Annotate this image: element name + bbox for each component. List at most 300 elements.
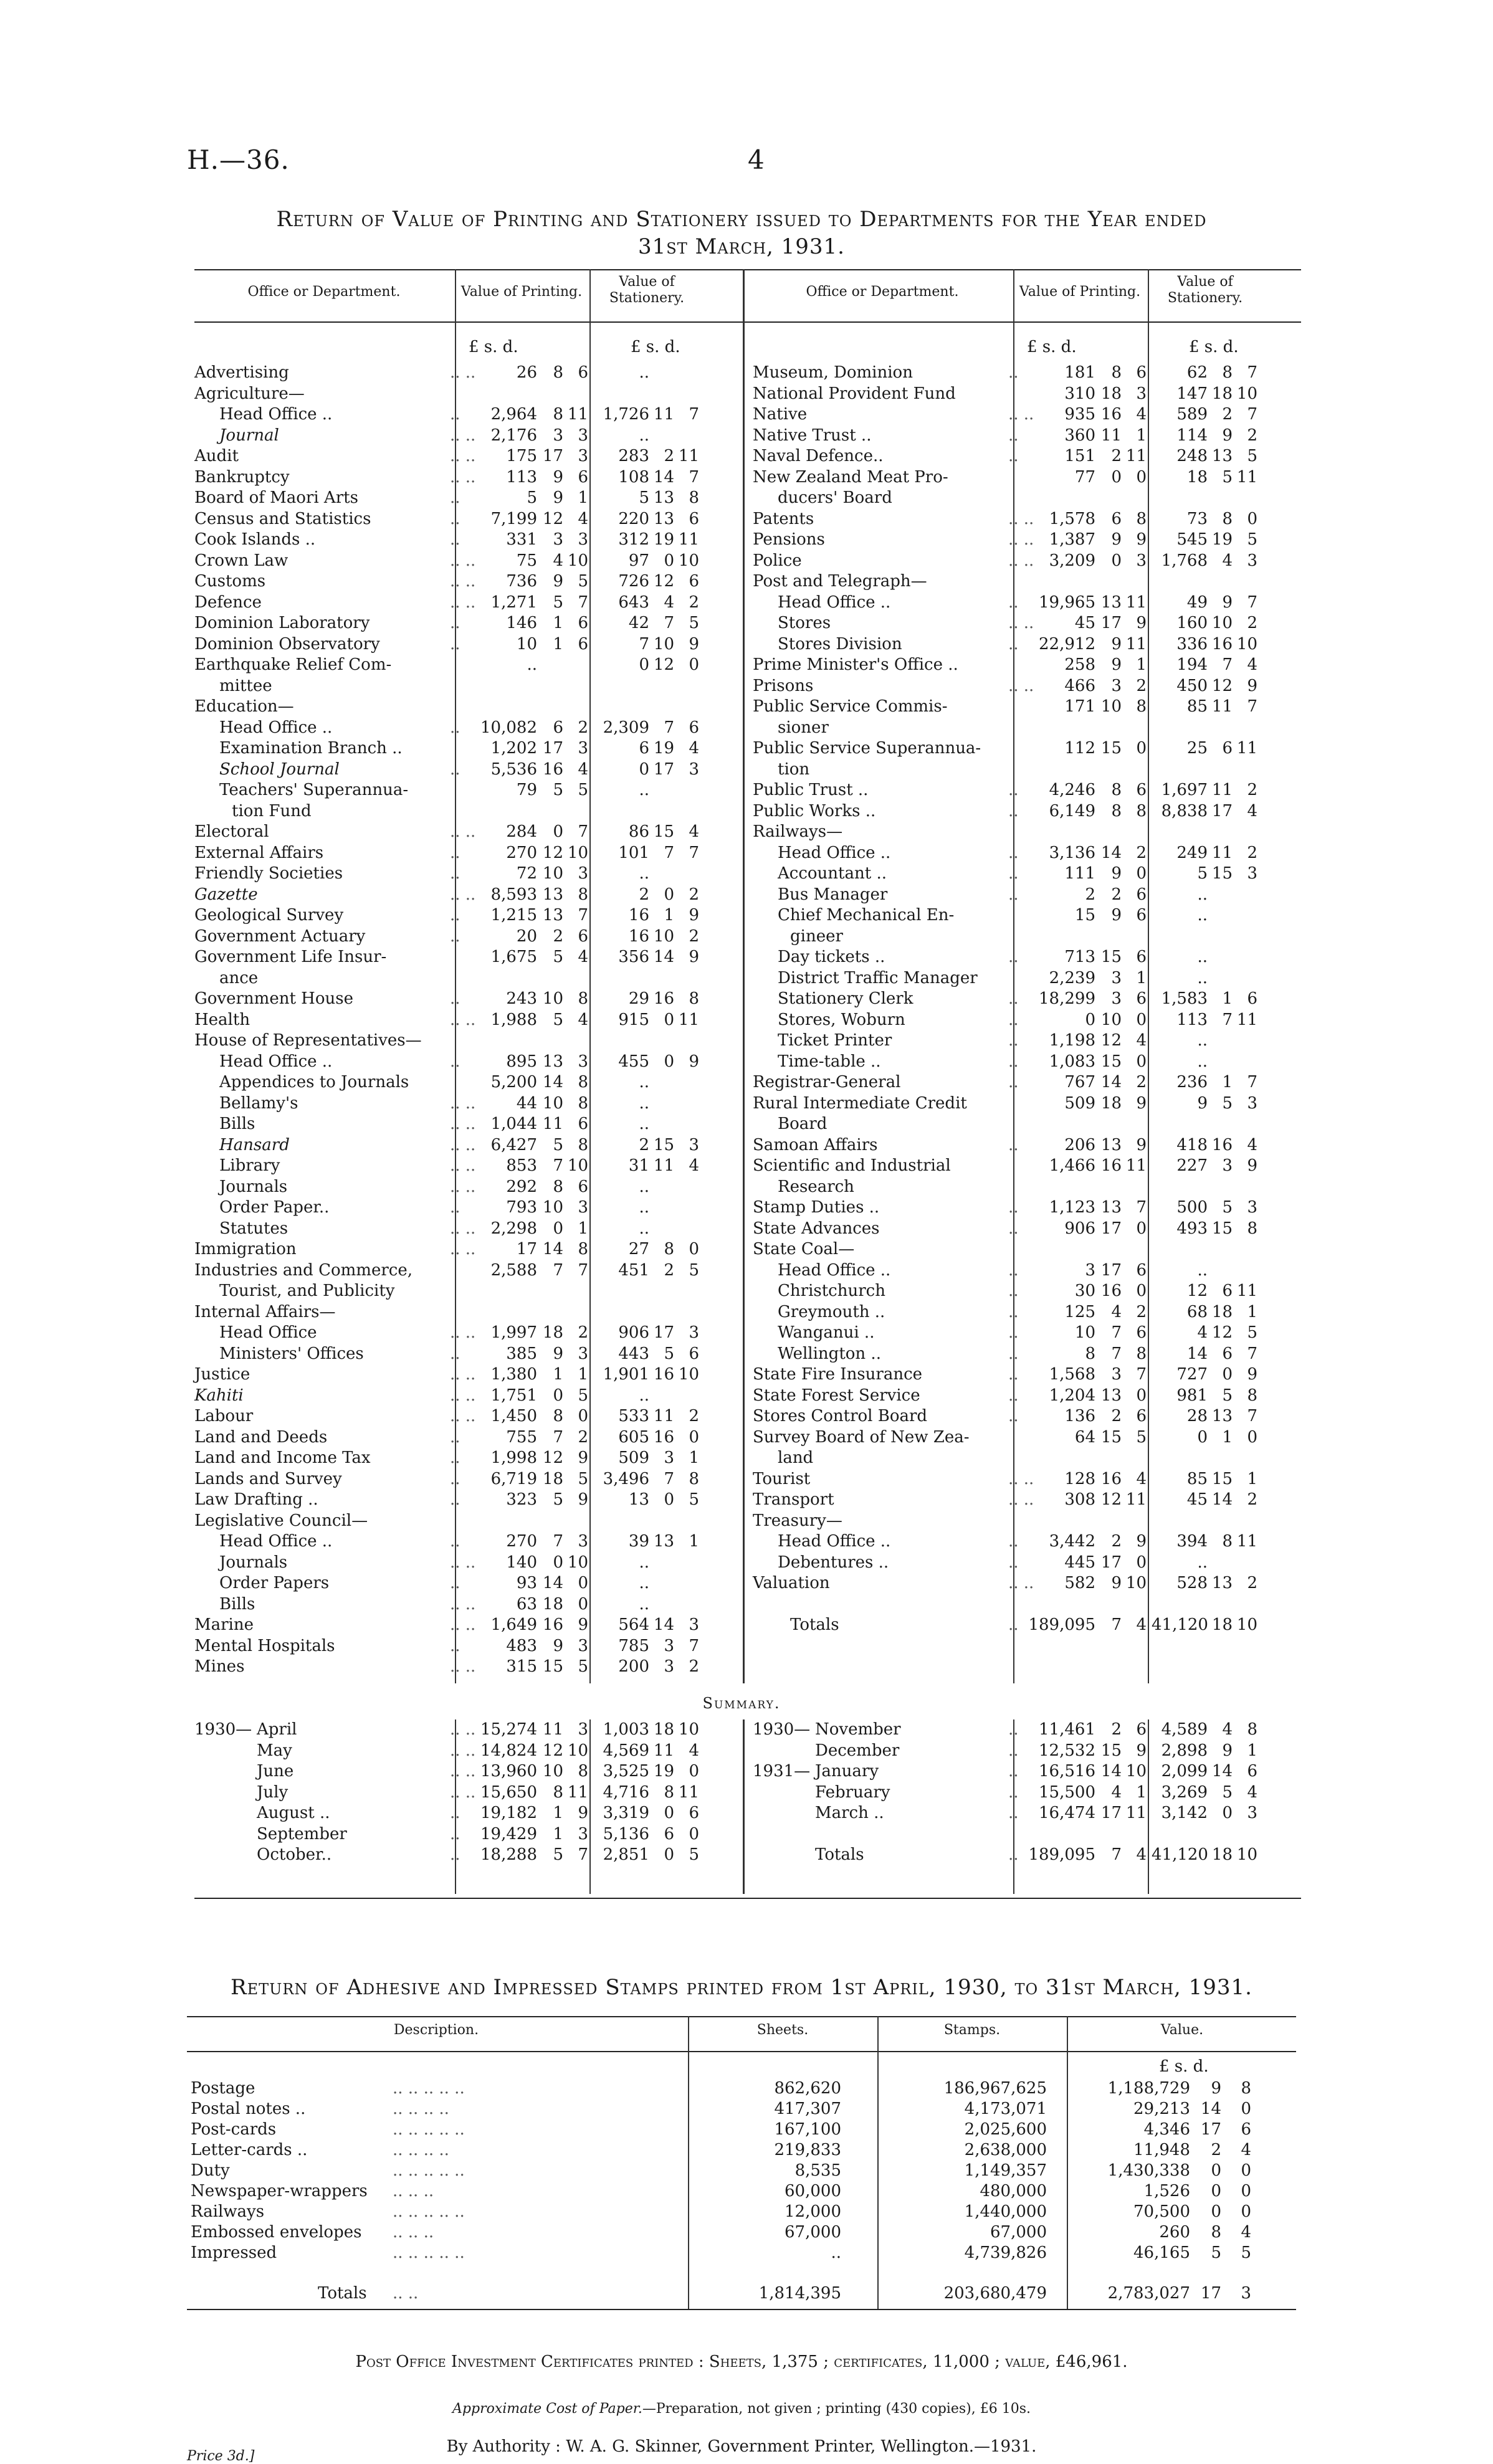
table-row: [753, 1531, 1301, 1553]
stationery-value: 200: [618, 1657, 649, 1676]
printing-value: 14,824: [480, 1741, 537, 1760]
center-double-rule: [743, 269, 745, 1683]
stationery-value: 8: [1222, 509, 1233, 528]
stamps-value: 4,173,071: [964, 2100, 1047, 2118]
leader-dots: .. ..: [450, 1762, 476, 1781]
printing-value: 18: [542, 1469, 563, 1488]
printing-value: 8: [1136, 801, 1147, 821]
table-row: [753, 1386, 1301, 1407]
summary-table: [194, 1720, 1301, 1900]
department-name: tion: [778, 759, 810, 779]
summary-right-rows: [753, 1720, 1301, 1866]
stationery-value: 16: [653, 1427, 674, 1447]
leader-dots: ..: [450, 1198, 460, 1217]
printing-value: 6: [578, 467, 588, 487]
table-row: [194, 863, 743, 885]
printing-value: 10: [1100, 697, 1122, 716]
stationery-value: 14: [653, 1615, 674, 1634]
stationery-value: 7: [1222, 1010, 1233, 1029]
stationery-value: 11: [1211, 781, 1233, 799]
printing-value: 6: [1111, 509, 1122, 528]
table-row: [753, 947, 1301, 968]
stamps-value: 1,149,357: [964, 2161, 1047, 2180]
printing-value: 9: [1136, 1532, 1147, 1551]
department-name: Gazette: [194, 885, 258, 904]
department-name: Scientific and Industrial: [753, 1156, 951, 1175]
printing-value: 113: [506, 467, 537, 487]
investment-certificates-note: Post Office Investment Certificates printed : Sheets, 1,375 ; certificates, 11,000 ; value, £46,961.: [355, 2352, 1128, 2371]
leader-dots: ..: [1008, 1741, 1019, 1760]
table-row: [753, 1219, 1301, 1240]
printing-value: 11: [1125, 1490, 1147, 1509]
leader-dots: ..: [450, 1427, 460, 1447]
leader-dots: ..: [1008, 1031, 1019, 1050]
stationery-value: 3: [1247, 1198, 1257, 1217]
stationery-value: 312: [618, 530, 649, 549]
stationery-value: 5: [1222, 1386, 1233, 1405]
leader-dots: .. ..: [450, 1657, 476, 1676]
printing-value: 1,751: [490, 1386, 537, 1405]
table-row: [194, 1636, 743, 1657]
printing-value: 2: [553, 926, 563, 946]
printing-value: 2,588: [490, 1260, 537, 1280]
stationery-value: ..: [639, 1219, 649, 1238]
stationery-value: 2: [639, 885, 649, 904]
table-row: [753, 863, 1301, 885]
summary-row: [194, 1845, 743, 1866]
printing-value: 3: [1085, 1260, 1095, 1280]
stationery-value: 2,309: [603, 718, 649, 737]
stationery-value: 0: [664, 1845, 674, 1864]
table-row: [194, 384, 743, 405]
summary-row: [753, 1782, 1301, 1804]
printing-value: 2: [578, 1427, 588, 1447]
printing-value: 181: [1064, 363, 1095, 382]
leader-dots: .. ..: [450, 885, 476, 904]
printing-value: 2: [578, 1323, 588, 1342]
printing-value: 9: [1111, 1574, 1122, 1592]
department-name: Greymouth ..: [778, 1302, 885, 1321]
table-row: [753, 634, 1301, 655]
stationery-value: 9: [689, 1052, 699, 1071]
printing-value: 16,474: [1039, 1804, 1095, 1822]
printing-value: 10: [542, 1762, 563, 1781]
leader-dots: ..: [1008, 1804, 1019, 1822]
value-amount: 5: [1211, 2243, 1221, 2262]
stationery-value: 1: [1247, 1302, 1257, 1321]
summary-month: December: [815, 1741, 900, 1760]
table-row: [753, 530, 1301, 551]
stationery-value: 236: [1176, 1073, 1208, 1092]
value-total: 2,783,027: [1107, 2284, 1190, 2303]
stationery-value: 8: [1222, 363, 1233, 382]
summary-row: [194, 1803, 743, 1824]
printing-value: 2: [1136, 843, 1147, 862]
stationery-value: ..: [639, 426, 649, 445]
printing-value: 10: [542, 864, 563, 883]
stationery-value: 19: [653, 1762, 674, 1781]
totals-label: Totals: [318, 2284, 367, 2303]
printing-value: 15: [1100, 1052, 1122, 1071]
leader-dots: .. ..: [450, 1782, 476, 1802]
leader-dots: ..: [450, 1804, 460, 1822]
stationery-value: 2: [689, 1657, 699, 1676]
table-row: [753, 1323, 1301, 1344]
department-name: Order Paper..: [219, 1198, 330, 1217]
printing-value: 0: [1136, 739, 1147, 758]
printing-value: 7: [553, 1156, 563, 1175]
table-row: [753, 1406, 1301, 1427]
printing-value: 5,200: [490, 1073, 537, 1092]
leader-dots: .. .. .. .. ..: [393, 2202, 465, 2221]
stationery-value: 2: [639, 1135, 649, 1154]
stationery-value: 10: [653, 926, 674, 946]
department-name: Legislative Council—: [194, 1511, 368, 1530]
value-amount: 0: [1241, 2182, 1251, 2200]
value-amount: 1,430,338: [1107, 2161, 1190, 2180]
printing-value: 6: [578, 1177, 588, 1196]
department-name: National Provident Fund: [753, 384, 956, 403]
printing-value: 17: [1100, 1260, 1122, 1280]
department-name: Bills: [219, 1594, 255, 1614]
printing-value: 7: [578, 592, 588, 612]
stationery-value: 29: [628, 989, 649, 1008]
department-name: Government Life Insur-: [194, 948, 387, 966]
stationery-value: 1: [1222, 1073, 1233, 1092]
printing-value: 26: [516, 363, 537, 382]
paper-cost-label: Approximate Cost of Paper.: [452, 2401, 642, 2417]
leader-dots: .. ..: [1008, 676, 1034, 695]
office-column-header: Office or Department.: [247, 284, 401, 300]
leader-dots: .. ..: [450, 1720, 476, 1739]
stationery-value: 85: [1186, 1469, 1208, 1488]
stationery-value: 11: [1236, 739, 1257, 758]
table-row: [753, 467, 1301, 488]
printing-value: 4,246: [1049, 781, 1095, 799]
stationery-value: 3: [1247, 864, 1257, 883]
stationery-value: 0: [664, 1052, 674, 1071]
department-name: Christchurch: [778, 1282, 885, 1300]
printing-value: 3: [1111, 989, 1122, 1008]
stationery-value: 2: [689, 926, 699, 946]
printing-value: 6: [578, 363, 588, 382]
printing-value: 8: [578, 1073, 588, 1092]
printing-value: 1,466: [1049, 1156, 1095, 1175]
value-units: £ s. d.: [1159, 2057, 1209, 2076]
leader-dots: .. ..: [450, 1093, 476, 1113]
printing-value: 6: [1136, 1323, 1147, 1342]
table-row: [194, 571, 743, 592]
value-amount: 0: [1241, 2161, 1251, 2180]
department-name: Law Drafting ..: [194, 1490, 318, 1509]
printing-value: 767: [1064, 1073, 1095, 1092]
leader-dots: ..: [1008, 1282, 1019, 1300]
stationery-value: 9: [1247, 1365, 1257, 1384]
printing-value: 10: [1125, 1574, 1147, 1592]
stamps-top-rule: [187, 2016, 1296, 2017]
printing-value: 2: [1111, 1407, 1122, 1425]
leader-dots: ..: [450, 926, 460, 946]
printing-value: 3: [1136, 384, 1147, 403]
printing-value: 1,271: [490, 592, 537, 612]
printing-value: 45: [1074, 614, 1095, 632]
stationery-value: 5: [1247, 447, 1257, 465]
department-name: Crown Law: [194, 551, 289, 570]
stationery-value: 455: [618, 1052, 649, 1071]
stamps-totals-row: [187, 2283, 1296, 2304]
printing-value: 3: [1111, 968, 1122, 987]
printing-value: 10: [542, 1093, 563, 1113]
printing-value: 1: [578, 1219, 588, 1238]
department-name: Education—: [194, 697, 294, 716]
stationery-value: 5: [1222, 467, 1233, 487]
printing-value: 15,650: [480, 1782, 537, 1802]
table-row: [194, 613, 743, 634]
printing-value: 10: [567, 1553, 588, 1572]
printing-value: 11: [542, 1115, 563, 1133]
stationery-value: 1: [1247, 1469, 1257, 1488]
stationery-value: 7: [689, 1636, 699, 1655]
table-row: [753, 509, 1301, 530]
stationery-value: 41,120: [1152, 1845, 1208, 1864]
leader-dots: ..: [450, 1448, 460, 1467]
value-amount: 260: [1159, 2223, 1190, 2242]
stationery-value: 7: [689, 467, 699, 487]
stationery-value: 0: [1247, 1427, 1257, 1447]
leader-dots: ..: [1008, 1553, 1019, 1572]
table-row: [753, 1156, 1301, 1177]
printing-value: 6: [1136, 1407, 1147, 1425]
department-name: Library: [219, 1156, 280, 1175]
table-row: [753, 759, 1301, 781]
printing-value: 6: [1136, 885, 1147, 904]
stationery-value: 0: [664, 885, 674, 904]
stationery-value: 14: [1211, 1762, 1233, 1781]
printing-value: 18,299: [1039, 989, 1095, 1008]
stationery-value: 356: [618, 948, 649, 966]
stamp-description: Postage: [191, 2079, 255, 2098]
printing-value: 7: [578, 1845, 588, 1864]
table-row: [753, 1010, 1301, 1031]
printing-value: 5: [553, 781, 563, 799]
value-amount: 11,948: [1133, 2141, 1190, 2159]
stationery-value: 1,726: [603, 405, 649, 424]
table-row: [753, 1302, 1301, 1323]
printing-value: 15: [1100, 1427, 1122, 1447]
stationery-value: 19: [653, 739, 674, 758]
table-row: [194, 780, 743, 801]
table-row: [194, 801, 743, 822]
printing-value: 0: [1136, 1219, 1147, 1238]
stationery-value: 147: [1176, 384, 1208, 403]
printing-value: 10: [1100, 1010, 1122, 1029]
stationery-value: 27: [628, 1240, 649, 1258]
stationery-value: 6: [639, 739, 649, 758]
stationery-value: 509: [618, 1448, 649, 1467]
printing-value: 2,298: [490, 1219, 537, 1238]
stationery-value: 9: [689, 634, 699, 654]
stationery-value: 4,569: [603, 1741, 649, 1760]
stamp-row: [187, 2202, 1296, 2222]
department-name: Stores, Woburn: [778, 1010, 905, 1029]
leader-dots: .. ..: [450, 572, 476, 591]
printing-value: 9: [553, 488, 563, 507]
printing-value: 10: [542, 989, 563, 1008]
table-row: [194, 697, 743, 718]
printing-value: 7: [553, 1427, 563, 1447]
summary-left-rows: [194, 1720, 743, 1866]
department-name: Tourist, and Publicity: [219, 1282, 395, 1300]
department-name: Samoan Affairs: [753, 1135, 878, 1154]
stationery-value: 545: [1176, 530, 1208, 549]
stationery-value: 3: [664, 1657, 674, 1676]
stamp-row: [187, 2119, 1296, 2140]
table-row: [753, 1239, 1301, 1260]
stationery-value: 12: [1211, 676, 1233, 695]
department-name: Board: [778, 1115, 828, 1133]
leader-dots: ..: [1008, 426, 1019, 445]
stationery-value: 14: [1211, 1490, 1233, 1509]
table-row: [753, 1030, 1301, 1052]
printing-value: 7: [1111, 1845, 1122, 1864]
summary-year: 1930—: [194, 1720, 252, 1739]
printing-value: 0: [1111, 467, 1122, 487]
printing-value: 10: [567, 1156, 588, 1175]
printing-units: £ s. d.: [469, 338, 518, 356]
stationery-value: 11: [653, 1156, 674, 1175]
leader-dots: .. ..: [450, 592, 476, 612]
stamps-value: 2,638,000: [964, 2141, 1047, 2159]
stationery-value: 643: [618, 592, 649, 612]
stationery-value: 2: [689, 885, 699, 904]
printing-value: 14: [542, 1574, 563, 1592]
stationery-value: 8: [1247, 1219, 1257, 1238]
stationery-value: 10: [678, 1720, 699, 1739]
summary-month: October..: [257, 1845, 332, 1864]
printing-value: 331: [506, 530, 537, 549]
printing-value: 15,274: [480, 1720, 537, 1739]
department-name: School Journal: [219, 759, 340, 779]
printing-value: 5: [578, 1657, 588, 1676]
leader-dots: .. ..: [450, 1594, 476, 1614]
printing-value: 3,136: [1049, 843, 1095, 862]
leader-dots: ..: [1008, 864, 1019, 883]
table-row: [194, 1490, 743, 1511]
stationery-value: 220: [618, 509, 649, 528]
table-row: [753, 1615, 1301, 1636]
value-amount: 5: [1241, 2243, 1251, 2262]
stationery-value: 5: [1197, 864, 1208, 883]
stamp-description: Post-cards: [191, 2120, 277, 2139]
department-name: Museum, Dominion: [753, 363, 913, 382]
value-total: 17: [1200, 2284, 1221, 2303]
stationery-value: 7: [639, 634, 649, 654]
stationery-value: 11: [1236, 1010, 1257, 1029]
department-name: Head Office ..: [219, 718, 333, 737]
leader-dots: ..: [1008, 1365, 1019, 1384]
stamp-row: [187, 2243, 1296, 2263]
office-column-header: Office or Department.: [806, 284, 959, 300]
sheets-total: 1,814,395: [758, 2284, 841, 2303]
department-name: Patents: [753, 509, 814, 528]
table-row: [194, 426, 743, 447]
stamp-description: Duty: [191, 2161, 230, 2180]
stationery-value: 9: [689, 906, 699, 925]
table-row: [194, 1406, 743, 1427]
price-note: Price 3d.]: [187, 2448, 255, 2464]
leader-dots: ..: [1008, 1323, 1019, 1342]
printing-value: 6,719: [490, 1469, 537, 1488]
table-row: [194, 1469, 743, 1490]
stationery-value: 7: [1247, 697, 1257, 716]
printing-value: 7: [553, 1532, 563, 1551]
leader-dots: .. ..: [393, 2284, 419, 2303]
printing-value: 10: [1125, 1762, 1147, 1781]
stationery-value: 86: [628, 822, 649, 841]
table-row: [194, 655, 743, 676]
department-name: Prime Minister's Office ..: [753, 655, 958, 674]
leader-dots: ..: [450, 718, 460, 737]
stationery-value: 4: [689, 1741, 699, 1760]
printing-value: 17: [1100, 614, 1122, 632]
printing-value: 8: [1136, 697, 1147, 716]
printing-value: 0: [1136, 1052, 1147, 1071]
value-amount: 4: [1241, 2141, 1251, 2159]
printing-value: 466: [1064, 676, 1095, 695]
stationery-value: 906: [618, 1323, 649, 1342]
printing-value: 9: [1111, 906, 1122, 925]
stationery-value: 4: [689, 1156, 699, 1175]
department-name: Time-table ..: [778, 1052, 881, 1071]
leader-dots: .. ..: [450, 822, 476, 841]
leader-dots: .. ..: [450, 1219, 476, 1238]
department-name: Post and Telegraph—: [753, 572, 927, 591]
stationery-value: 6: [1247, 989, 1257, 1008]
table-row: [194, 1594, 743, 1615]
stationery-value: 493: [1176, 1219, 1208, 1238]
stationery-value: ..: [639, 1594, 649, 1614]
leader-dots: .. ..: [450, 447, 476, 465]
department-name: House of Representatives—: [194, 1031, 422, 1050]
leader-dots: .. .. .. ..: [393, 2141, 449, 2159]
printing-value: 6,427: [490, 1135, 537, 1154]
leader-dots: .. ..: [450, 1177, 476, 1196]
department-name: Head Office ..: [219, 405, 333, 424]
printing-value: 1,998: [490, 1448, 537, 1467]
department-name: Labour: [194, 1407, 254, 1425]
leader-dots: ..: [1008, 1532, 1019, 1551]
printing-value: 284: [506, 822, 537, 841]
printing-value: 4: [578, 1010, 588, 1029]
department-name: ance: [219, 968, 259, 987]
printing-value: 1: [553, 1824, 563, 1843]
stationery-value: 2: [664, 1260, 674, 1280]
printing-value: 483: [506, 1636, 537, 1655]
leader-dots: ..: [1008, 634, 1019, 654]
stationery-value: 726: [618, 572, 649, 591]
printing-value: 6: [1136, 781, 1147, 799]
printing-value: 3: [578, 426, 588, 445]
printing-value: 5: [553, 1135, 563, 1154]
leader-dots: ..: [1008, 1762, 1019, 1781]
printing-value: 8: [578, 885, 588, 904]
table-row: [194, 1052, 743, 1073]
table-row: [194, 738, 743, 759]
printing-value: 75: [516, 551, 537, 570]
summary-row: [194, 1720, 743, 1741]
printing-value: 11: [567, 405, 588, 424]
stationery-value: 11: [1236, 1532, 1257, 1551]
